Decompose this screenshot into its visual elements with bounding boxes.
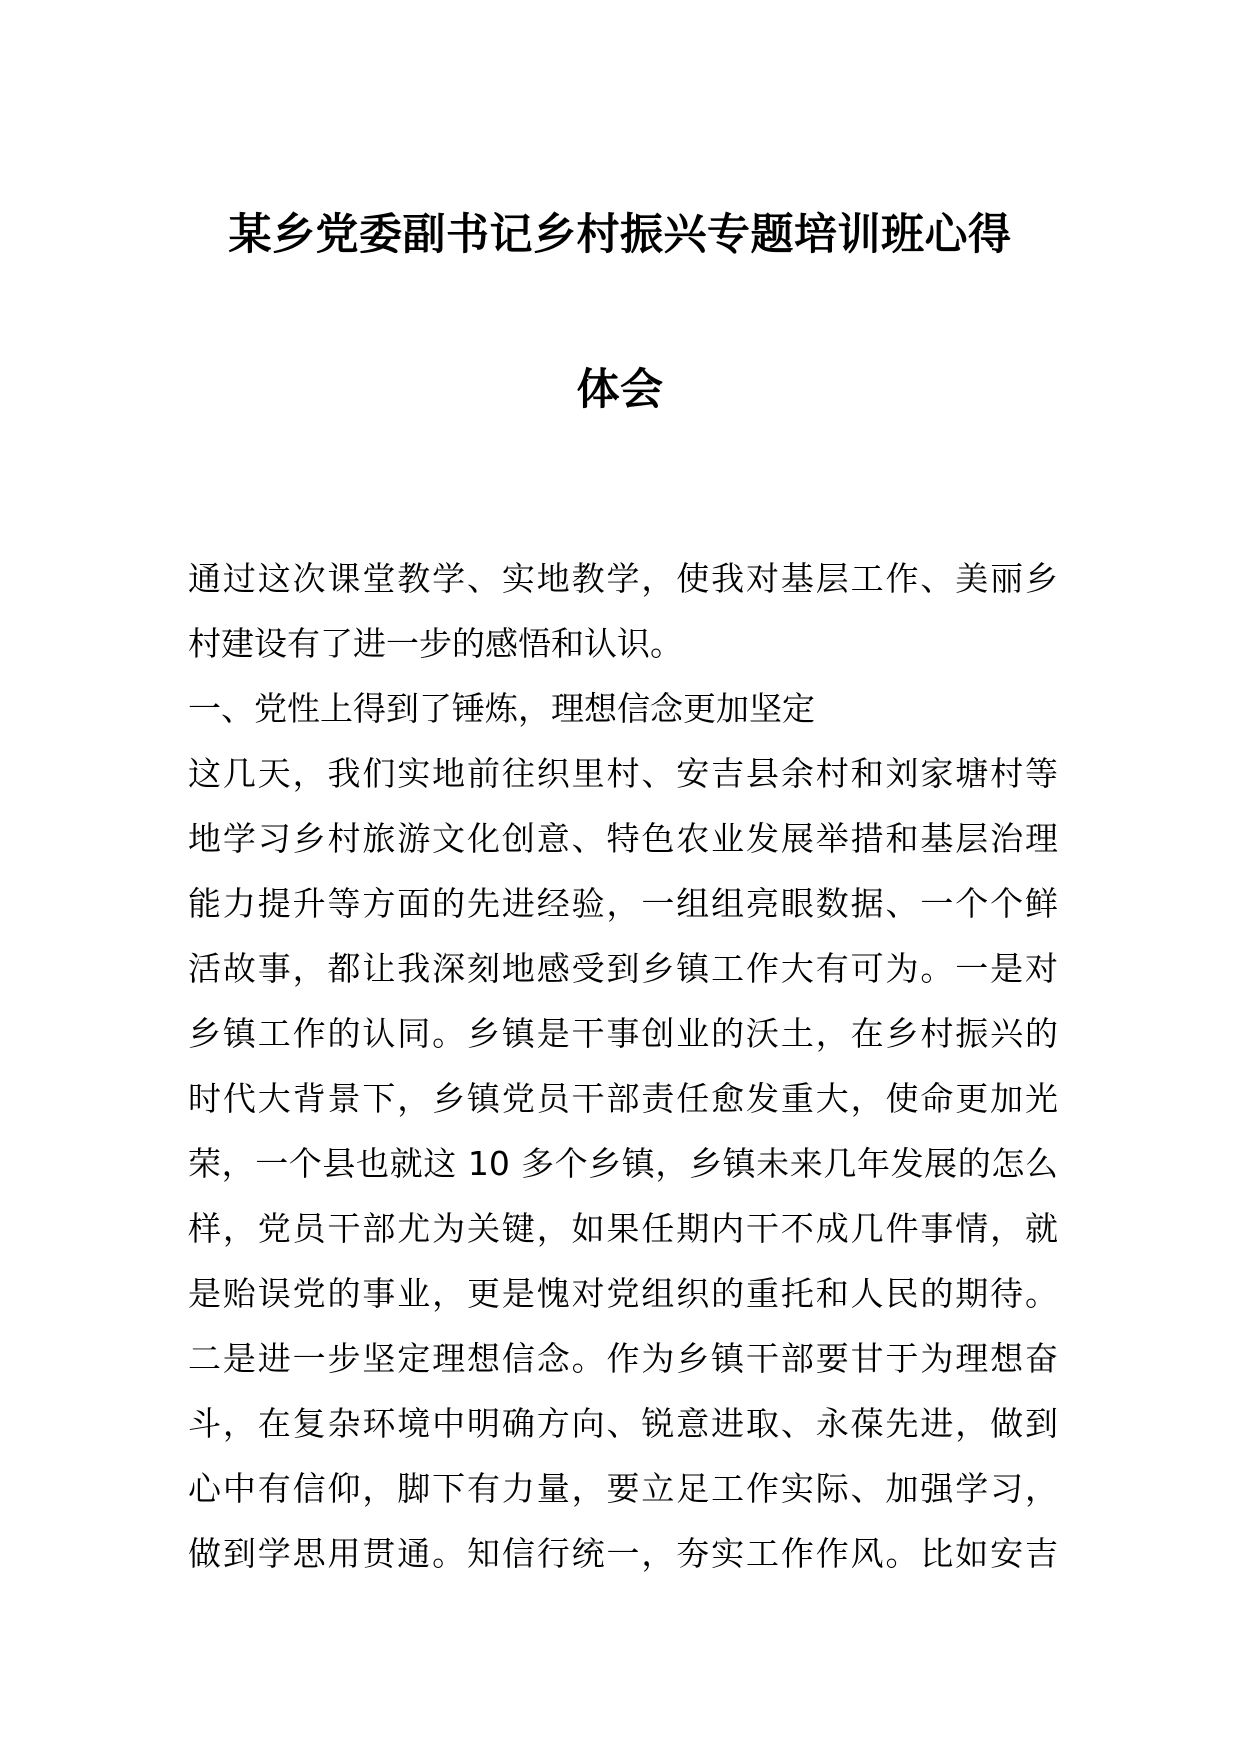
body-line: 斗，在复杂环境中明确方向、锐意进取、永葆先进，做到 [188,1404,1058,1443]
body-line: 村建设有了进一步的感悟和认识。 [188,624,683,663]
body-line: 乡镇工作的认同。乡镇是干事创业的沃土，在乡村振兴的 [188,1014,1058,1053]
body-line: 心中有信仰，脚下有力量，要立足工作实际、加强学习， [188,1469,1058,1508]
document-body [188,546,1058,1586]
body-line: 荣，一个县也就这 10 多个乡镇，乡镇未来几年发展的怎么 [188,1144,1058,1183]
body-line: 地学习乡村旅游文化创意、特色农业发展举措和基层治理 [188,819,1058,858]
body-line: 活故事，都让我深刻地感受到乡镇工作大有可为。一是对 [188,949,1058,988]
body-line: 是贻误党的事业，更是愧对党组织的重托和人民的期待。 [188,1274,1058,1313]
body-line: 能力提升等方面的先进经验，一组组亮眼数据、一个个鲜 [188,884,1058,923]
document-title-line2: 体会 [576,365,664,415]
document-title-line1: 某乡党委副书记乡村振兴专题培训班心得 [228,210,1012,260]
body-line: 二是进一步坚定理想信念。作为乡镇干部要甘于为理想奋 [188,1339,1058,1378]
body-line: 样，党员干部尤为关键，如果任期内干不成几件事情，就 [188,1209,1058,1248]
body-line: 做到学思用贯通。知信行统一，夯实工作作风。比如安吉 [188,1534,1058,1573]
body-line: 通过这次课堂教学、实地教学，使我对基层工作、美丽乡 [188,559,1058,598]
section-heading: 一、党性上得到了锤炼，理想信念更加坚定 [188,689,815,728]
body-line: 这几天，我们实地前往织里村、安吉县余村和刘家塘村等 [188,754,1058,793]
body-line: 时代大背景下，乡镇党员干部责任愈发重大，使命更加光 [188,1079,1058,1118]
